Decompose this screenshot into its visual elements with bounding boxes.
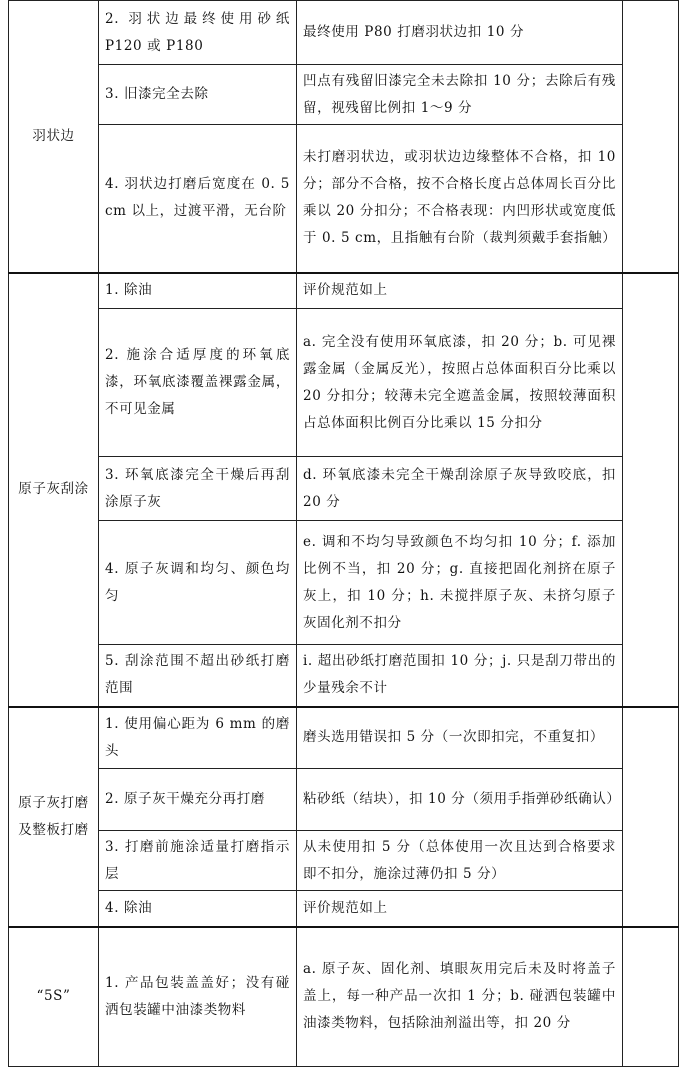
criteria-cell: i. 超出砂纸打磨范围扣 10 分；j. 只是刮刀带出的少量残余不计: [297, 645, 623, 707]
table-row: [9, 125, 679, 273]
table-row: [9, 521, 679, 645]
item-cell: 1. 产品包装盖盖好；没有碰洒包装罐中油漆类物料: [99, 927, 297, 1067]
item-cell: 2. 羽状边最终使用砂纸 P120 或 P180: [99, 1, 297, 65]
item-cell: 4. 除油: [99, 891, 297, 927]
scoring-table: [8, 0, 679, 1067]
criteria-cell: 凹点有残留旧漆完全未去除扣 10 分；去除后有残留，视残留比例扣 1～9 分: [297, 65, 623, 125]
item-cell: 2. 施涂合适厚度的环氧底漆，环氧底漆覆盖裸露金属，不可见金属: [99, 309, 297, 457]
criteria-cell: 未打磨羽状边，或羽状边边缘整体不合格，扣 10 分；部分不合格，按不合格长度占总体周长百分比乘以 20 分扣分；不合格表现：内凹形状或宽度低于 0. 5 cm，且指触有台阶（裁判须戴手套指触）: [297, 125, 623, 273]
criteria-cell: a. 完全没有使用环氧底漆，扣 20 分；b. 可见裸露金属（金属反光），按照占总体面积百分比乘以 20 分扣分；较薄未完全遮盖金属，按照较薄面积占总体面积比例百分比乘以 15 分扣分: [297, 309, 623, 457]
criteria-cell: 磨头选用错误扣 5 分（一次即扣完，不重复扣）: [297, 707, 623, 769]
table-row: [9, 831, 679, 891]
criteria-cell: 评价规范如上: [297, 273, 623, 309]
criteria-cell: a. 原子灰、固化剂、填眼灰用完后未及时将盖子盖上，每一种产品一次扣 1 分；b. 碰洒包装罐中油漆类物料，包括除油剂溢出等，扣 20 分: [297, 927, 623, 1067]
table-row: [9, 891, 679, 927]
table-row: [9, 309, 679, 457]
criteria-cell: e. 调和不均匀导致颜色不均匀扣 10 分；f. 添加比例不当，扣 20 分；g. 直接把固化剂挤在原子灰上，扣 10 分；h. 未搅拌原子灰、未挤匀原子灰固化剂不扣分: [297, 521, 623, 645]
category-cell: 羽状边: [9, 1, 99, 273]
category-cell: 原子灰打磨及整板打磨: [9, 707, 99, 927]
criteria-cell: d. 环氧底漆未完全干燥刮涂原子灰导致咬底，扣 20 分: [297, 457, 623, 521]
criteria-cell: 最终使用 P80 打磨羽状边扣 10 分: [297, 1, 623, 65]
category-cell: 原子灰刮涂: [9, 273, 99, 707]
item-cell: 3. 打磨前施涂适量打磨指示层: [99, 831, 297, 891]
table-row: [9, 273, 679, 309]
criteria-cell: 粘砂纸（结块），扣 10 分（须用手指弹砂纸确认）: [297, 769, 623, 831]
score-cell: [623, 1, 679, 273]
criteria-cell: 从未使用扣 5 分（总体使用一次且达到合格要求即不扣分，施涂过薄仍扣 5 分）: [297, 831, 623, 891]
criteria-cell: 评价规范如上: [297, 891, 623, 927]
score-cell: [623, 927, 679, 1067]
category-cell: “5S”: [9, 927, 99, 1067]
score-cell: [623, 273, 679, 707]
item-cell: 3. 旧漆完全去除: [99, 65, 297, 125]
table-row: [9, 927, 679, 1067]
table-row: [9, 65, 679, 125]
score-cell: [623, 707, 679, 927]
table-row: [9, 645, 679, 707]
table-row: [9, 707, 679, 769]
table-row: [9, 1, 679, 65]
item-cell: 5. 刮涂范围不超出砂纸打磨范围: [99, 645, 297, 707]
item-cell: 1. 使用偏心距为 6 mm 的磨头: [99, 707, 297, 769]
item-cell: 2. 原子灰干燥充分再打磨: [99, 769, 297, 831]
item-cell: 4. 原子灰调和均匀、颜色均匀: [99, 521, 297, 645]
item-cell: 4. 羽状边打磨后宽度在 0. 5 cm 以上，过渡平滑，无台阶: [99, 125, 297, 273]
table-row: [9, 457, 679, 521]
item-cell: 3. 环氧底漆完全干燥后再刮涂原子灰: [99, 457, 297, 521]
table-row: [9, 769, 679, 831]
item-cell: 1. 除油: [99, 273, 297, 309]
